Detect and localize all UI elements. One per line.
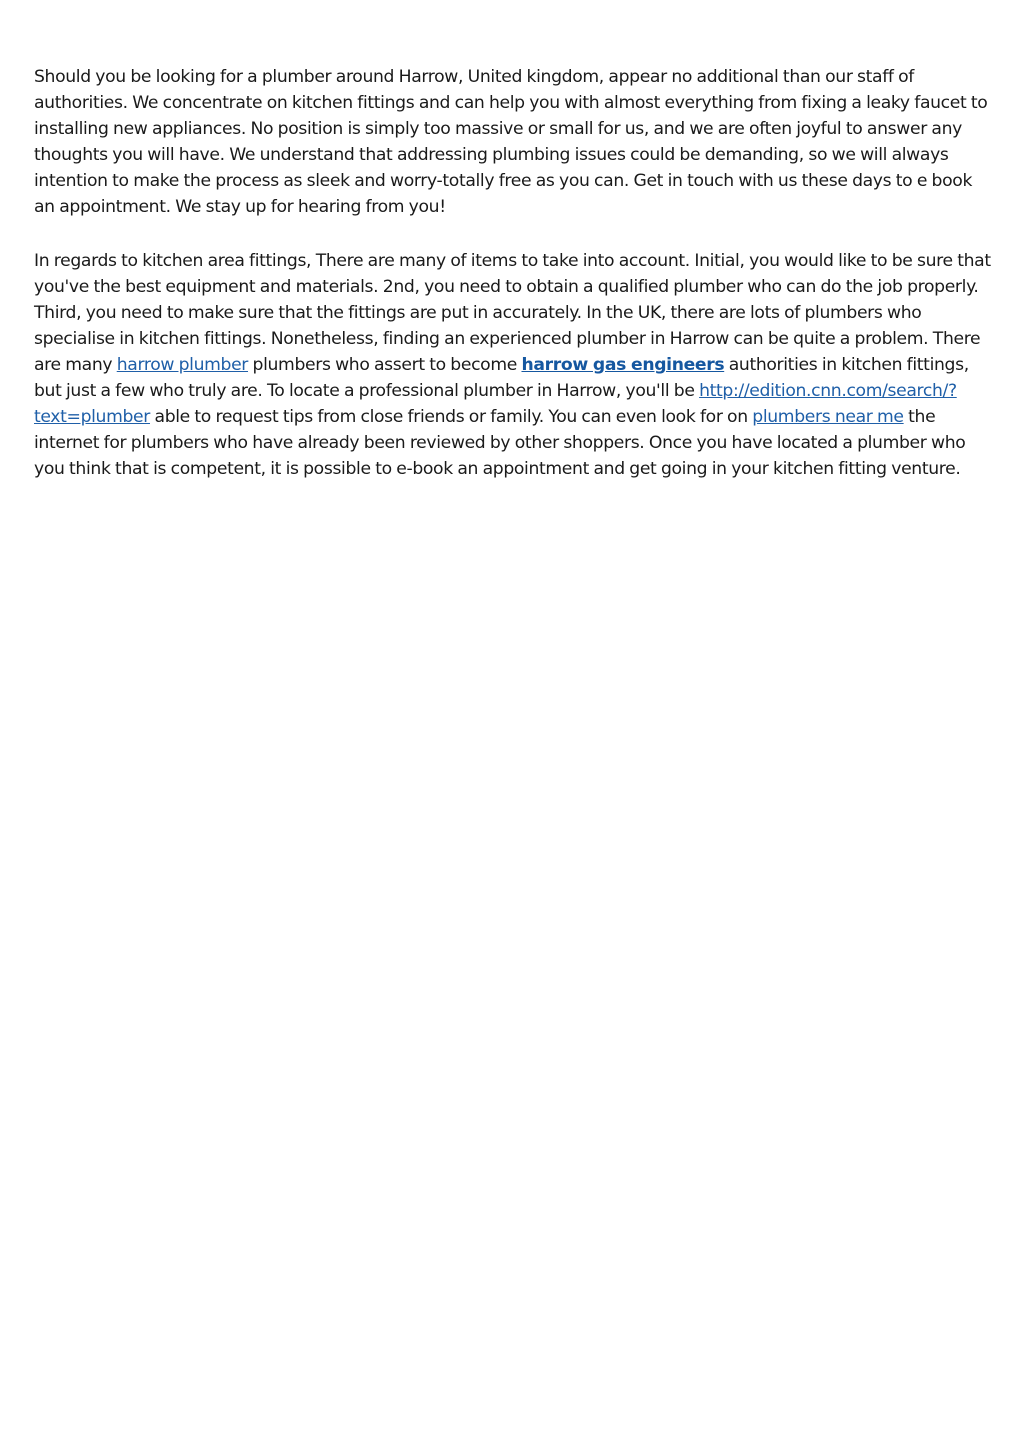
text-segment: able to request tips from close friends or family. You can even look for on: [150, 407, 753, 427]
harrow-plumber-link[interactable]: harrow plumber: [116, 355, 249, 375]
paragraph-intro: Should you be looking for a plumber around Harrow, United kingdom, appear no additional than our staff of authorities. We concentrate on kitchen fittings and can help you with almost everything from fixing a leaky faucet to installing new appliances. No position is simply too massive or small for us, and we are often joyful to answer any thoughts you will have. We understand that addressing plumbing issues could be demanding, so we will always intention to make the process as sleek and worry-totally free as you can. Get in touch with us these days to e book an appointment. We stay up for hearing from you!: [34, 67, 988, 217]
plumbers-near-me-link[interactable]: plumbers near me: [752, 407, 904, 427]
document-body: [34, 64, 992, 510]
text-segment: plumbers who assert to become: [248, 355, 522, 375]
harrow-gas-engineers-link[interactable]: harrow gas engineers: [521, 355, 725, 375]
text-segment: authorities in kitchen fittings, but just a few who truly are. To locate a professional plumber in Harrow, you'll be: [34, 355, 969, 401]
paragraph-kitchen-fittings: [34, 248, 992, 482]
text-segment: In regards to kitchen area fittings, There are many of items to take into account. Initial, you would like to be sure that you've the best equipment and materials. 2nd, you need to obtain a qualified plumber who can do the job properly. Third, you need to make sure that the fittings are put in accurately. In the UK, there are lots of plumbers who specialise in kitchen fittings. Nonetheless, finding an experienced plumber in Harrow can be quite a problem. There are many: [34, 251, 991, 375]
text-segment: the internet for plumbers who have already been reviewed by other shoppers. Once you have located a plumber who you think that is competent, it is possible to e-book an appointment and get going in your kitchen fitting venture.: [34, 407, 966, 479]
cnn-search-link[interactable]: http://edition.cnn.com/search/?text=plumber: [34, 381, 957, 427]
